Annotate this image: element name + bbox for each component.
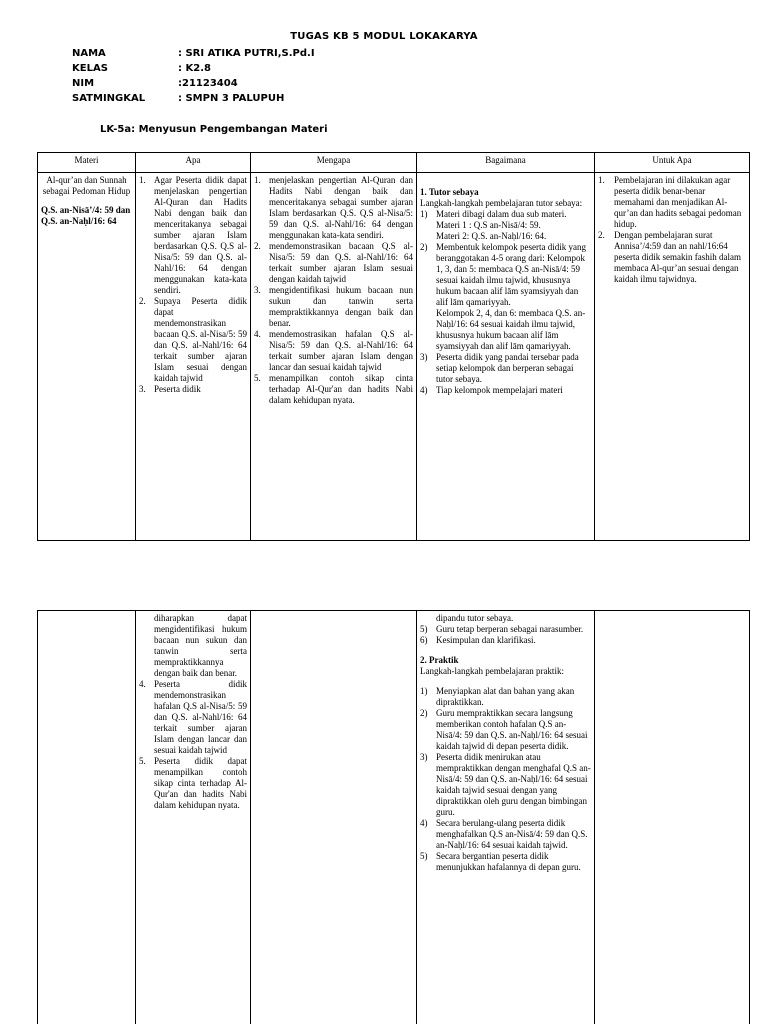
item-text: Kesimpulan dan klarifikasi.	[436, 635, 536, 645]
list-item	[139, 679, 247, 756]
item-number: 1.	[139, 175, 146, 185]
apa-continued-text: diharapkan dapat mengidentifikasi hukum bacaan nun sukun dan tanwin serta mempraktikkannya dengan baik dan benar.	[154, 613, 247, 678]
method-step	[420, 231, 591, 242]
list-item	[254, 241, 413, 285]
method-step	[420, 220, 591, 231]
item-text: Materi 1 : Q.S an-Nisā/4: 59.	[436, 220, 541, 230]
cell-apa	[136, 173, 251, 541]
list-item	[254, 329, 413, 373]
item-number: 2.	[598, 230, 605, 240]
item-number: 6)	[420, 635, 428, 645]
item-text: Peserta didik mendemonstrasikan hafalan Q.S al-Nisa/5: 59 dan Q.S. al-Nahl/16: 64 terkait sumber ajaran Islam dengan lancar dan sesuai kaidah tajwid	[154, 679, 247, 755]
method-step-continued: dipandu tutor sebaya.	[436, 613, 514, 623]
method-heading-praktik: 2. Praktik	[420, 655, 459, 665]
table-row	[38, 173, 750, 541]
cell-untuk-apa	[595, 611, 750, 1024]
method-steps	[420, 209, 591, 396]
method-intro: Langkah-langkah pembelajaran tutor sebaya:	[420, 198, 583, 208]
item-number: 2)	[420, 708, 428, 718]
item-text: Guru mempraktikkan secara langsung memberikan contoh hafalan Q.S an-Nisā/4: 59 dan Q.S. an-Naḥl/16: 64 sesuai kaidah tajwid di depan peserta didik.	[436, 708, 588, 751]
item-text: Guru tetap berperan sebagai narasumber.	[436, 624, 584, 634]
table-row	[38, 611, 750, 1024]
info-value: : K2.8	[178, 63, 211, 74]
item-number: 4)	[420, 818, 428, 828]
cell-mengapa	[251, 173, 417, 541]
item-text: Agar Peserta didik dapat menjelaskan pengertian Al-Quran dan Hadits Nabi dengan baik dan menceritakanya sebagai sumber ajaran Islam berdasarkan Q.S. Q.S al-Nisa/5: 59 dan Q.S. al-Nahl/16: 64 dengan menggunakan kata-kata sendiri.	[154, 175, 247, 295]
header-bagaimana: Bagaimana	[417, 153, 595, 173]
method-step	[420, 624, 591, 635]
info-value: : SMPN 3 PALUPUH	[178, 93, 285, 104]
method-step	[420, 385, 591, 396]
list-item	[254, 285, 413, 329]
item-number: 1.	[598, 175, 605, 185]
item-number: 2.	[139, 296, 146, 306]
method-step	[420, 818, 591, 851]
cell-materi	[38, 611, 136, 1024]
item-number: 5.	[139, 756, 146, 766]
item-text: Tiap kelompok mempelajari materi	[436, 385, 563, 395]
header-apa: Apa	[136, 153, 251, 173]
info-label: SATMINGKAL	[72, 93, 146, 104]
cell-untuk-apa	[595, 173, 750, 541]
item-text: Secara berulang-ulang peserta didik menghafalkan Q.S an-Nisā/4: 59 dan Q.S. an-Naḥl/16: 64 sesuai kaidah tajwid.	[436, 818, 588, 850]
item-text: Supaya Peserta didik dapat mendemonstrasikan bacaan Q.S. al-Nisa/5: 59 dan Q.S. al-Nahl/16: 64 terkait sumber ajaran Islam sesuai dengan kaidah tajwid	[154, 296, 247, 383]
item-number: 1)	[420, 686, 428, 696]
info-label: KELAS	[72, 63, 108, 74]
identity-block	[72, 46, 315, 106]
list-item	[139, 296, 247, 384]
item-text: menampilkan contoh sikap cinta terhadap Al-Qur'an dan hadits Nabi dalam kehidupan nyata.	[269, 373, 413, 405]
item-text: Dengan pembelajaran surat Annisa’/4:59 dan an nahl/16:64 peserta didik semakin fashih dalam membaca Al-qur’an sesuai dengan kaidah ilmu tajwidnya.	[614, 230, 741, 284]
item-number: 3.	[139, 384, 146, 394]
method-heading-tutor-sebaya: 1. Tutor sebaya	[420, 187, 479, 197]
method-steps	[420, 624, 591, 646]
materials-table-part-1	[37, 152, 750, 541]
item-text: Kelompok 2, 4, dan 6: membaca Q.S. an-Naḥl/16: 64 sesuai kaidah ilmu tajwid, khususnya hukum bacaan alif lām syamsiyyah dan alif lām qamariyyah.	[436, 308, 586, 351]
item-number: 3)	[420, 352, 428, 362]
item-number: 4.	[254, 329, 261, 339]
item-text: Membentuk kelompok peserta didik yang beranggotakan 4-5 orang dari: Kelompok 1, 3, dan 5: membaca Q.S an-Nisā/4: 59 sesuai kaidah ilmu tajwid, khususnya hukum bacaan alif lām syamsiyyah dan alif lām qamariyyah.	[436, 242, 586, 307]
list-item	[598, 175, 746, 230]
table-header-row	[38, 153, 750, 173]
item-number: 5.	[254, 373, 261, 383]
item-text: Materi dibagi dalam dua sub materi.	[436, 209, 567, 219]
mengapa-list	[254, 175, 413, 406]
item-text: Peserta didik dapat menampilkan contoh sikap cinta terhadap Al-Qur'an dan hadits Nabi dalam kehidupan nyata.	[154, 756, 247, 810]
apa-list	[139, 175, 247, 395]
method-step	[420, 635, 591, 646]
list-item	[254, 373, 413, 406]
item-text: Peserta didik yang pandai tersebar pada setiap kelompok dan berperan sebagai tutor sebaya.	[436, 352, 579, 384]
item-number: 4.	[139, 679, 146, 689]
method-step	[420, 308, 591, 352]
cell-bagaimana	[417, 173, 595, 541]
item-number: 4)	[420, 385, 428, 395]
list-item	[139, 175, 247, 296]
method-step	[420, 352, 591, 385]
info-row-nim	[72, 76, 315, 91]
method-step	[420, 851, 591, 873]
item-number: 5)	[420, 851, 428, 861]
item-number: 5)	[420, 624, 428, 634]
list-item	[254, 175, 413, 241]
method-step	[420, 708, 591, 752]
worksheet-title: LK-5a: Menyusun Pengembangan Materi	[100, 124, 328, 135]
method-intro: Langkah-langkah pembelajaran praktik:	[420, 666, 564, 676]
item-number: 2.	[254, 241, 261, 251]
item-text: Pembelajaran ini dilakukan agar peserta didik benar-benar memahami dan menjadikan Al-qur’an dan hadits sebagai pedoman hidup.	[614, 175, 742, 229]
item-text: mengidentifikasi hukum bacaan nun sukun dan tanwin serta mempraktikkannya dengan baik dan benar.	[269, 285, 413, 328]
cell-apa	[136, 611, 251, 1024]
item-number: 3)	[420, 752, 428, 762]
materi-text: Al-qur’an dan Sunnah sebagai Pedoman Hidup	[42, 175, 131, 196]
item-text: mendemostrasikan hafalan Q.S al-Nisa/5: 59 dan Q.S. al-Nahl/16: 64 terkait sumber ajaran Islam dengan lancar dan sesuai kaidah tajwid	[269, 329, 413, 372]
method-step	[420, 686, 591, 708]
header-mengapa: Mengapa	[251, 153, 417, 173]
cell-materi	[38, 173, 136, 541]
info-row-satmingkal	[72, 91, 315, 106]
item-number: 3.	[254, 285, 261, 295]
header-untuk-apa: Untuk Apa	[595, 153, 750, 173]
info-row-nama	[72, 46, 315, 61]
item-text: Peserta didik	[154, 384, 201, 394]
list-item	[598, 230, 746, 285]
cell-bagaimana	[417, 611, 595, 1024]
item-number: 1.	[254, 175, 261, 185]
method-steps	[420, 686, 591, 873]
materials-table-part-2	[37, 610, 750, 1024]
item-text: Materi 2: Q.S. an-Naḥl/16: 64.	[436, 231, 547, 241]
item-text: Peserta didik menirukan atau mempraktikkan dengan menghafal Q.S an-Nisā/4: 59 dan Q.S. an-Naḥl/16: 64 sesuai kaidah tajwid sesuai dengan yang dipraktikkan oleh guru dengan bimbingan guru.	[436, 752, 591, 817]
info-label: NAMA	[72, 48, 106, 59]
method-step	[420, 209, 591, 220]
info-value: : SRI ATIKA PUTRI,S.Pd.I	[178, 48, 315, 59]
untuk-apa-list	[598, 175, 746, 285]
info-value: :21123404	[178, 78, 238, 89]
item-text: Menyiapkan alat dan bahan yang akan dipraktikkan.	[436, 686, 575, 707]
item-text: Secara bergantian peserta didik menunjukkan hafalannya di depan guru.	[436, 851, 581, 872]
item-number: 1)	[420, 209, 428, 219]
list-item	[139, 384, 247, 395]
apa-list	[139, 679, 247, 811]
method-step	[420, 752, 591, 818]
method-step	[420, 242, 591, 308]
item-number: 2)	[420, 242, 428, 252]
document-title: TUGAS KB 5 MODUL LOKAKARYA	[290, 31, 478, 42]
cell-mengapa	[251, 611, 417, 1024]
materi-surah-reference: Q.S. an-Nisā’/4: 59 dan Q.S. an-Naḥl/16: 64	[41, 205, 131, 226]
item-text: mendemonstrasikan bacaan Q.S al-Nisa/5: 59 dan Q.S. al-Nahl/16: 64 terkait sumber ajaran Islam sesuai dengan kaidah tajwid	[269, 241, 413, 284]
info-label: NIM	[72, 78, 95, 89]
item-text: menjelaskan pengertian Al-Quran dan Hadits Nabi dengan baik dan menceritakanya sebagai sumber ajaran Islam berdasarkan Q.S. Q.S al-Nisa/5: 59 dan Q.S. al-Nahl/16: 64 dengan menggunakan kata-kata sendiri.	[269, 175, 413, 240]
list-item	[139, 756, 247, 811]
info-row-kelas	[72, 61, 315, 76]
header-materi: Materi	[38, 153, 136, 173]
